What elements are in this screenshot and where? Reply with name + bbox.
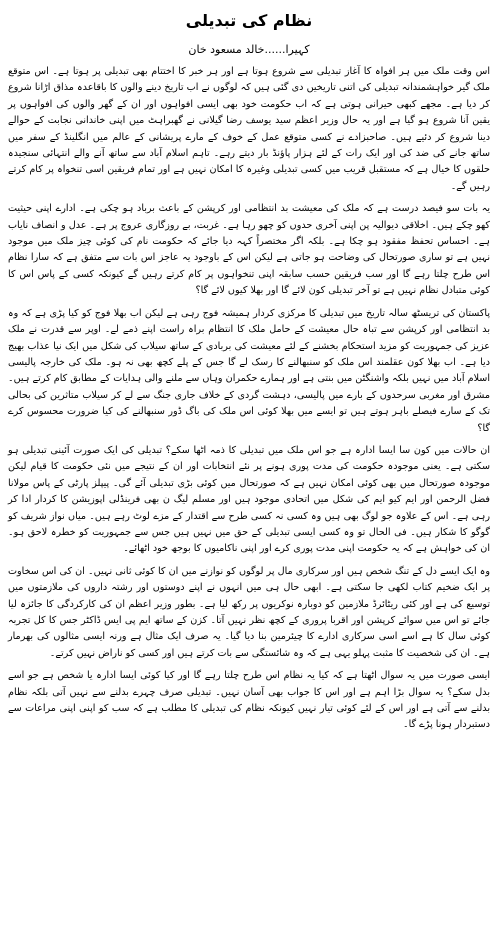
article-title: نظام کی تبدیلی — [185, 11, 313, 30]
article-paragraph: ایسی صورت میں یہ سوال اٹھتا ہے کہ کیا یہ نظام اس طرح چلتا رہے گا اور کیا کوئی ایسا ادارہ یا شخص ہے جو اسے بدل سکے؟ یہ سوال بڑا اہم ہے اور اس کا جواب بھی آسان نہیں۔ تبدیلی صرف چہرے بدلنے سے نہیں آتی بلکہ نظام بدلنے سے آتی ہے اور اس کے لئے کوئی تیار نہیں کیونکہ نظام کی تبدیلی کا مطلب ہے کہ سب کو اپنی اپنی مراعات سے دستبردار ہونا پڑے گا۔ — [8, 670, 490, 731]
article-paragraph: اس وقت ملک میں ہر افواہ کا آغاز تبدیلی سے شروع ہوتا ہے اور ہر خبر کا اختتام بھی تبدیلی پر ہوتا ہے۔ اس متوقع ملک گیر خواہشمندانہ تبدیلی کی اتنی تاریخیں دی گئی ہیں کہ لوگوں نے اب تاریخ دینے والوں کا باقاعدہ مذاق اڑانا شروع کر دیا ہے۔ مجھے کبھی حیرانی ہوتی ہے کہ اب حکومت خود بھی ایسی افواہوں اور ان کے گھر والوں کی افواہوں پر یقین آنا شروع ہو گیا ہے اور یہ حال وزیر اعظم سید یوسف رضا گیلانی نے گھبراہٹ میں اپنی خاندانی نجابت کے حوالے دینا شروع کر دئیے ہیں۔ صاحبزادے نے کسی متوقع عمل کے خوف کے مارے پریشانی کے عالم میں انگلینڈ کے سفر میں ساتھ جانے کی ضد کی اور ایک رات کے لئے ہزار پاؤنڈ بار دیتے رہے۔ تاہم اسلام آباد سے ساتھ آنے والے انتہائی سنجیدہ حلقوں کا خیال ہے کہ مستقبل قریب میں کسی تبدیلی وغیرہ کا امکان نہیں ہے اور تمام فریقین اسی تنخواہ پر کام کرتے رہیں گے۔ — [8, 66, 490, 192]
article-paragraph: ان حالات میں کون سا ایسا ادارہ ہے جو اس ملک میں تبدیلی کا ذمہ اٹھا سکے؟ تبدیلی کی ایک صورت آئینی تبدیلی ہو سکتی ہے۔ یعنی موجودہ حکومت کی مدت پوری ہونے پر نئے انتخابات اور ان کے نتیجے میں نئی حکومت کا قیام لیکن موجودہ صورتحال میں بھی کوئی امکان نہیں ہے کہ صورتحال میں کوئی بڑی تبدیلی آئے گی۔ پیپلز پارٹی کے پاس مولانا فضل الرحمن اور ایم کیو ایم کی شکل میں اتحادی موجود ہیں اور مسلم لیگ ن بھی فرینڈلی اپوزیشن کا کردار ادا کر رہی ہے۔ اس کے علاوہ جو لوگ بھی ہیں وہ کسی نہ کسی طرح سے اقتدار کے مزے لوٹ رہے ہیں۔ میاں نواز شریف کو گوگو کا شکار ہیں۔ فی الحال تو وہ کسی ایسی تبدیلی کے حق میں نہیں ہیں جس سے جمہوریت کو خطرہ لاحق ہو۔ ان کی خواہش ہے کہ یہ حکومت اپنی مدت پوری کرے اور اپنی ناکامیوں کا بوجھ خود اٹھائے۔ — [8, 444, 490, 555]
article-byline: کہیرا......خالد مسعود خان — [188, 43, 310, 56]
article-paragraph: یہ بات سو فیصد درست ہے کہ ملک کی معیشت بد انتظامی اور کرپشن کے باعث برباد ہو چکی ہے۔ ادارے اپنی حیثیت کھو چکے ہیں۔ اخلاقی دیوالیہ پن اپنی آخری حدوں کو چھو رہا ہے۔ غربت، بے روزگاری عروج پر ہے۔ عدل و انصاف نایاب ہے۔ احساس تحفظ مفقود ہو چکا ہے۔ بلکہ اگر مختصراً کہہ دیا جائے کہ حکومت نام کی کوئی چیز ملک میں موجود نہیں ہے تو ساری صورتحال کی وضاحت ہو جاتی ہے لیکن اس کے باوجود یہ عاجز اس بات سے متفق ہے کہ سارا نظام اس طرح چلتا رہے گا اور سب فریقین حسب سابقہ اپنی تنخواہوں پر کام کرتے رہیں گے کیونکہ کسی کے پاس اس کا کوئی متبادل نظام نہیں ہے تو آخر تبدیلی کون لائے گا اور بھلا کیوں لائے گا؟ — [8, 203, 490, 297]
article-paragraph: وہ ایک ایسے دل کے تنگ شخص ہیں اور سرکاری مال پر لوگوں کو نوازنے میں ان کا کوئی ثانی نہیں۔ ان کی اس سخاوت پر ایک ضخیم کتاب لکھی جا سکتی ہے۔ ابھی حال ہی میں انہوں نے اپنے دوستوں اور رشتہ داروں کی ملازمتوں میں توسیع کی ہے اور کئی ریٹائرڈ ملازمین کو دوبارہ نوکریوں پر رکھ لیا ہے۔ بطور وزیر اعظم ان کی کارکردگی کا جائزہ لیا جائے تو اس میں سوائے کرپشن اور اقربا پروری کے کچھ نظر نہیں آتا۔ کزن کے ساتھ ایم پی ایس ڈاکٹر جس کا کل تجربہ کوئی سال کا ہے اسے اسی سرکاری ادارے کا چیئرمین بنا دیا گیا۔ یہ صرف ایک مثال ہے ورنہ ایسی مثالوں کی بھرمار ہے۔ ان کی شخصیت کا مثبت پہلو یہی ہے کہ وہ شائستگی سے بات کرتے ہیں اور کسی کو ناراض نہیں کرتے۔ — [8, 565, 490, 659]
article-paragraph: پاکستان کی تریسٹھ سالہ تاریخ میں تبدیلی کا مرکزی کردار ہمیشہ فوج رہی ہے لیکن اب بھلا فوج کو کیا پڑی ہے کہ وہ بد انتظامی اور کرپشن سے تباہ حال معیشت کے حامل ملک کا انتظام براہ راست اپنے ذمے لے۔ اوپر سے قدرت نے ملک عزیز کی جمہوریت کو مزید استحکام بخشنے کے لئے معیشت کی بربادی کے ساتھ سیلاب کی شکل میں ایک نیا عذاب بھیج دیا ہے۔ اب بھلا کون عقلمند اس ملک کو سنبھالنے کا رسک لے گا جس کے پلے کچھ بھی نہ ہو۔ ملک کی خارجہ پالیسی اسلام آباد میں نہیں بلکہ واشنگٹن میں بنتی ہے اور ہمارے حکمران وہاں سے ملنے والی ہدایات کے مطابق کام کرتے ہیں۔ مشرق اور مغربی سرحدوں کے بارے میں پالیسی، دہشت گردی کے خلاف جاری جنگ سے لے کر سیلاب متاثرین کی بحالی تک کے سارے فیصلے باہر ہوتے ہیں تو ایسے میں بھلا کوئی اس ملک کی باگ ڈور سنبھالنے کی کیا ضرورت محسوس کرے گا؟ — [8, 307, 490, 434]
